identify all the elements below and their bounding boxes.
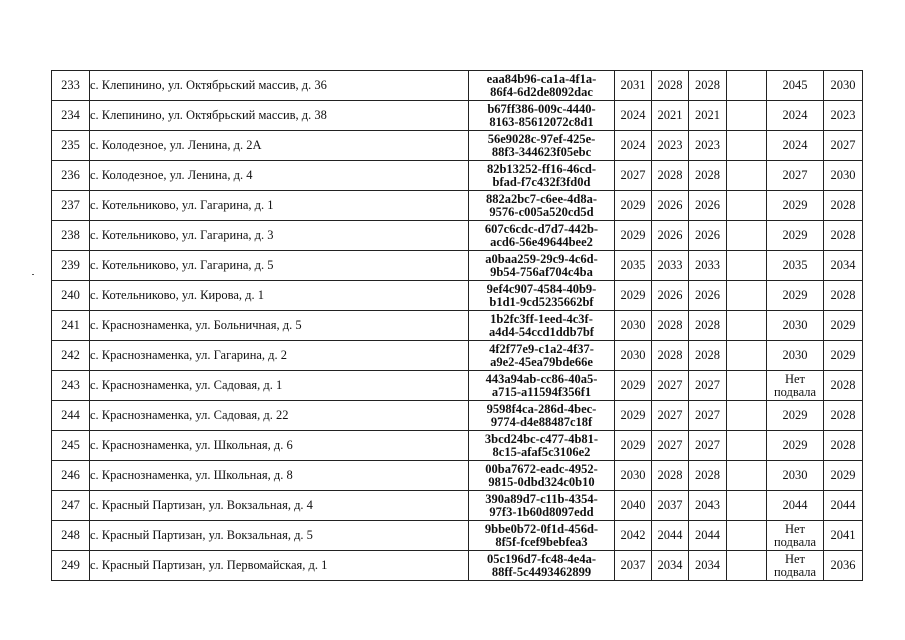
year-cell-1: 2029: [615, 401, 652, 431]
year-cell-2: 2027: [652, 401, 689, 431]
year-cell-5: 2030: [767, 341, 824, 371]
year-cell-5: 2045: [767, 71, 824, 101]
year-cell-2: 2028: [652, 71, 689, 101]
year-cell-2: 2028: [652, 341, 689, 371]
guid-cell: a0baa259-29c9-4c6d- 9b54-756af704c4ba: [469, 251, 615, 281]
year-cell-2: 2028: [652, 311, 689, 341]
table-row: [52, 341, 863, 371]
year-cell-2: 2037: [652, 491, 689, 521]
year-cell-3: 2028: [689, 461, 727, 491]
table-row: [52, 191, 863, 221]
year-cell-4: [727, 71, 767, 101]
year-cell-6: 2028: [824, 221, 863, 251]
year-cell-3: 2026: [689, 221, 727, 251]
year-cell-6: 2027: [824, 131, 863, 161]
year-cell-6: 2029: [824, 311, 863, 341]
year-cell-3: 2026: [689, 281, 727, 311]
address-cell: с. Котельниково, ул. Гагарина, д. 3: [90, 221, 469, 251]
year-cell-6: 2028: [824, 191, 863, 221]
year-cell-1: 2037: [615, 551, 652, 581]
guid-cell: b67ff386-009c-4440- 8163-85612072c8d1: [469, 101, 615, 131]
year-cell-5: 2044: [767, 491, 824, 521]
guid-cell: 56e9028c-97ef-425e- 88f3-344623f05ebc: [469, 131, 615, 161]
year-cell-4: [727, 311, 767, 341]
year-cell-3: 2023: [689, 131, 727, 161]
table-row: [52, 131, 863, 161]
year-cell-1: 2029: [615, 431, 652, 461]
address-cell: с. Краснознаменка, ул. Школьная, д. 6: [90, 431, 469, 461]
year-cell-5: Нет подвала: [767, 371, 824, 401]
year-cell-6: 2034: [824, 251, 863, 281]
year-cell-4: [727, 131, 767, 161]
year-cell-3: 2044: [689, 521, 727, 551]
year-cell-2: 2021: [652, 101, 689, 131]
year-cell-5: Нет подвала: [767, 521, 824, 551]
year-cell-6: 2028: [824, 431, 863, 461]
table-row: [52, 251, 863, 281]
guid-cell: eaa84b96-ca1a-4f1a- 86f4-6d2de8092dac: [469, 71, 615, 101]
guid-cell: 3bcd24bc-c477-4b81- 8c15-afaf5c3106e2: [469, 431, 615, 461]
year-cell-3: 2043: [689, 491, 727, 521]
guid-cell: 882a2bc7-c6ee-4d8a- 9576-c005a520cd5d: [469, 191, 615, 221]
year-cell-4: [727, 221, 767, 251]
year-cell-6: 2041: [824, 521, 863, 551]
row-number-cell: 241: [52, 311, 90, 341]
year-cell-5: 2024: [767, 101, 824, 131]
year-cell-6: 2036: [824, 551, 863, 581]
guid-cell: 9bbe0b72-0f1d-456d- 8f5f-fcef9bebfea3: [469, 521, 615, 551]
table-row: [52, 221, 863, 251]
table-body: [52, 71, 863, 581]
address-cell: с. Краснознаменка, ул. Больничная, д. 5: [90, 311, 469, 341]
table-row: [52, 491, 863, 521]
table-row: [52, 461, 863, 491]
year-cell-3: 2033: [689, 251, 727, 281]
row-number-cell: 235: [52, 131, 90, 161]
year-cell-1: 2029: [615, 281, 652, 311]
row-number-cell: 234: [52, 101, 90, 131]
row-number-cell: 242: [52, 341, 90, 371]
row-number-cell: 247: [52, 491, 90, 521]
year-cell-6: 2029: [824, 341, 863, 371]
guid-cell: 9598f4ca-286d-4bec- 9774-d4e88487c18f: [469, 401, 615, 431]
guid-cell: 9ef4c907-4584-40b9- b1d1-9cd5235662bf: [469, 281, 615, 311]
scan-speck: [32, 274, 34, 275]
address-cell: с. Клепинино, ул. Октябрьский массив, д. 38: [90, 101, 469, 131]
address-cell: с. Краснознаменка, ул. Садовая, д. 22: [90, 401, 469, 431]
year-cell-1: 2029: [615, 221, 652, 251]
year-cell-4: [727, 281, 767, 311]
year-cell-4: [727, 401, 767, 431]
year-cell-5: 2024: [767, 131, 824, 161]
year-cell-2: 2026: [652, 221, 689, 251]
year-cell-1: 2031: [615, 71, 652, 101]
year-cell-1: 2029: [615, 191, 652, 221]
year-cell-2: 2027: [652, 431, 689, 461]
guid-cell: 607c6cdc-d7d7-442b- acd6-56e49644bee2: [469, 221, 615, 251]
year-cell-6: 2044: [824, 491, 863, 521]
address-cell: с. Колодезное, ул. Ленина, д. 2А: [90, 131, 469, 161]
row-number-cell: 249: [52, 551, 90, 581]
year-cell-5: 2029: [767, 431, 824, 461]
row-number-cell: 245: [52, 431, 90, 461]
year-cell-3: 2028: [689, 311, 727, 341]
address-cell: с. Краснознаменка, ул. Школьная, д. 8: [90, 461, 469, 491]
row-number-cell: 246: [52, 461, 90, 491]
year-cell-4: [727, 101, 767, 131]
year-cell-6: 2030: [824, 161, 863, 191]
year-cell-1: 2042: [615, 521, 652, 551]
address-cell: с. Красный Партизан, ул. Вокзальная, д. 4: [90, 491, 469, 521]
year-cell-1: 2035: [615, 251, 652, 281]
address-cell: с. Краснознаменка, ул. Гагарина, д. 2: [90, 341, 469, 371]
table-row: [52, 101, 863, 131]
year-cell-3: 2027: [689, 401, 727, 431]
year-cell-1: 2029: [615, 371, 652, 401]
row-number-cell: 238: [52, 221, 90, 251]
guid-cell: 82b13252-ff16-46cd- bfad-f7c432f3fd0d: [469, 161, 615, 191]
year-cell-4: [727, 191, 767, 221]
year-cell-4: [727, 431, 767, 461]
guid-cell: 05c196d7-fc48-4e4a- 88ff-5c4493462899: [469, 551, 615, 581]
year-cell-2: 2044: [652, 521, 689, 551]
document-page: [51, 70, 863, 581]
year-cell-5: 2029: [767, 401, 824, 431]
year-cell-5: 2029: [767, 281, 824, 311]
year-cell-2: 2028: [652, 461, 689, 491]
year-cell-3: 2026: [689, 191, 727, 221]
guid-cell: 1b2fc3ff-1eed-4c3f- a4d4-54ccd1ddb7bf: [469, 311, 615, 341]
table-row: [52, 71, 863, 101]
year-cell-1: 2040: [615, 491, 652, 521]
year-cell-4: [727, 461, 767, 491]
row-number-cell: 248: [52, 521, 90, 551]
address-cell: с. Краснознаменка, ул. Садовая, д. 1: [90, 371, 469, 401]
row-number-cell: 243: [52, 371, 90, 401]
table-row: [52, 311, 863, 341]
row-number-cell: 240: [52, 281, 90, 311]
table-row: [52, 281, 863, 311]
year-cell-4: [727, 371, 767, 401]
year-cell-4: [727, 251, 767, 281]
year-cell-1: 2024: [615, 131, 652, 161]
table-row: [52, 551, 863, 581]
address-cell: с. Котельниково, ул. Гагарина, д. 1: [90, 191, 469, 221]
guid-cell: 00ba7672-eadc-4952- 9815-0dbd324c0b10: [469, 461, 615, 491]
year-cell-3: 2028: [689, 341, 727, 371]
year-cell-2: 2023: [652, 131, 689, 161]
year-cell-3: 2028: [689, 71, 727, 101]
year-cell-4: [727, 491, 767, 521]
year-cell-5: 2030: [767, 311, 824, 341]
year-cell-6: 2023: [824, 101, 863, 131]
year-cell-3: 2034: [689, 551, 727, 581]
year-cell-4: [727, 341, 767, 371]
year-cell-4: [727, 521, 767, 551]
year-cell-6: 2028: [824, 281, 863, 311]
address-cell: с. Красный Партизан, ул. Первомайская, д. 1: [90, 551, 469, 581]
year-cell-3: 2028: [689, 161, 727, 191]
address-cell: с. Колодезное, ул. Ленина, д. 4: [90, 161, 469, 191]
table-row: [52, 371, 863, 401]
guid-cell: 4f2f77e9-c1a2-4f37- a9e2-45ea79bde66e: [469, 341, 615, 371]
year-cell-3: 2027: [689, 431, 727, 461]
year-cell-5: 2035: [767, 251, 824, 281]
guid-cell: 443a94ab-cc86-40a5- a715-a11594f356f1: [469, 371, 615, 401]
row-number-cell: 239: [52, 251, 90, 281]
year-cell-5: 2029: [767, 221, 824, 251]
year-cell-5: 2029: [767, 191, 824, 221]
year-cell-2: 2026: [652, 191, 689, 221]
address-cell: с. Котельниково, ул. Гагарина, д. 5: [90, 251, 469, 281]
year-cell-5: Нет подвала: [767, 551, 824, 581]
year-cell-2: 2027: [652, 371, 689, 401]
row-number-cell: 236: [52, 161, 90, 191]
year-cell-2: 2034: [652, 551, 689, 581]
year-cell-3: 2021: [689, 101, 727, 131]
row-number-cell: 233: [52, 71, 90, 101]
year-cell-4: [727, 161, 767, 191]
table-row: [52, 521, 863, 551]
address-cell: с. Котельниково, ул. Кирова, д. 1: [90, 281, 469, 311]
year-cell-6: 2030: [824, 71, 863, 101]
housing-registry-table: [51, 70, 863, 581]
year-cell-1: 2030: [615, 341, 652, 371]
table-row: [52, 161, 863, 191]
table-row: [52, 401, 863, 431]
year-cell-1: 2024: [615, 101, 652, 131]
year-cell-5: 2027: [767, 161, 824, 191]
table-row: [52, 431, 863, 461]
year-cell-5: 2030: [767, 461, 824, 491]
year-cell-6: 2028: [824, 401, 863, 431]
year-cell-1: 2030: [615, 461, 652, 491]
address-cell: с. Клепинино, ул. Октябрьский массив, д. 36: [90, 71, 469, 101]
address-cell: с. Красный Партизан, ул. Вокзальная, д. 5: [90, 521, 469, 551]
guid-cell: 390a89d7-c11b-4354- 97f3-1b60d8097edd: [469, 491, 615, 521]
row-number-cell: 244: [52, 401, 90, 431]
year-cell-2: 2028: [652, 161, 689, 191]
year-cell-3: 2027: [689, 371, 727, 401]
year-cell-2: 2033: [652, 251, 689, 281]
row-number-cell: 237: [52, 191, 90, 221]
year-cell-4: [727, 551, 767, 581]
year-cell-6: 2028: [824, 371, 863, 401]
year-cell-1: 2030: [615, 311, 652, 341]
year-cell-6: 2029: [824, 461, 863, 491]
year-cell-1: 2027: [615, 161, 652, 191]
year-cell-2: 2026: [652, 281, 689, 311]
